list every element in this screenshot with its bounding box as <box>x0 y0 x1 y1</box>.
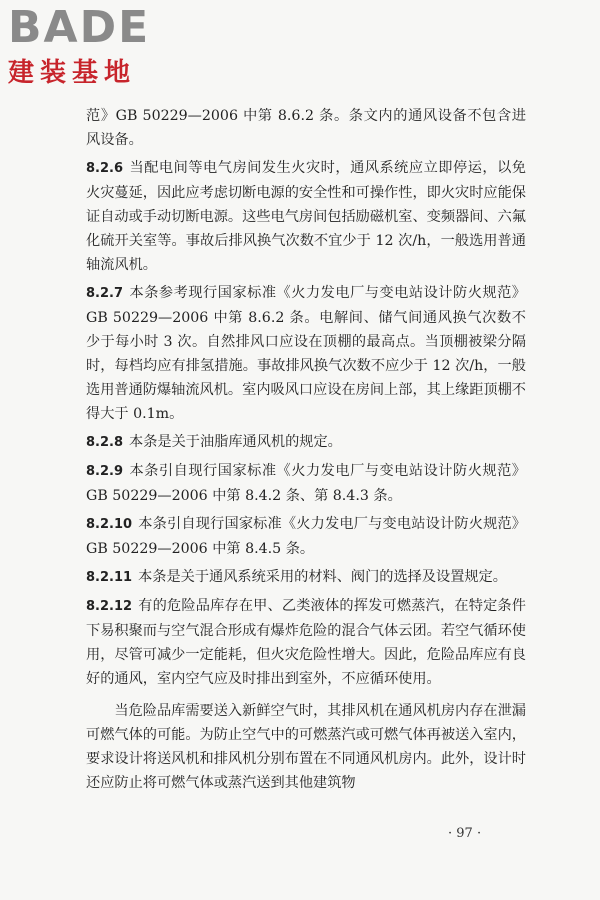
page-number: · 97 · <box>448 826 482 841</box>
clause-text: 有的危险品库存在甲、乙类液体的挥发可燃蒸汽，在特定条件下易积聚而与空气混合形成有爆炸危险的混合气体云团。若空气循环使用，尽管可减少一定能耗，但火灾危险性增大。因此，危险品库应有良好的通风，室内空气应及时排出到室外，不应循环使用。 <box>86 598 526 687</box>
clause-8-2-10 <box>86 512 526 561</box>
clause-text: 本条参考现行国家标准《火力发电厂与变电站设计防火规范》GB 50229—2006 中第 8.6.2 条。电解间、储气间通风换气次数不少于每小时 3 次。自然排风口应设在顶棚的最高点。当顶棚被梁分隔时，每档均应有排氢措施。事故排风换气次数不应少于 12 次/h，一般选用普通防爆轴流风机。室内吸风口应设在房间上部，其上缘距顶棚不得大于 0.1m。 <box>86 285 526 422</box>
clause-8-2-12 <box>86 594 526 691</box>
clause-text: 本条是关于通风系统采用的材料、阀门的选择及设置规定。 <box>138 569 507 585</box>
clause-number: 8.2.9 <box>86 464 124 479</box>
clause-text: 本条引自现行国家标准《火力发电厂与变电站设计防火规范》GB 50229—2006 中第 8.4.5 条。 <box>86 516 526 557</box>
logo-brand: BADE <box>8 2 151 53</box>
clause-number: 8.2.12 <box>86 599 133 614</box>
clause-8-2-9 <box>86 459 526 508</box>
clause-text: 当配电间等电气房间发生火灾时，通风系统应立即停运，以免火灾蔓延，因此应考虑切断电源的安全性和可操作性，即火灾时应能保证自动或手动切断电源。这些电气房间包括励磁机室、变频器间、六氟化硫开关室等。事故后排风换气次数不宜少于 12 次/h，一般选用普通轴流风机。 <box>86 160 526 273</box>
document-body <box>86 104 526 799</box>
clause-number: 8.2.8 <box>86 435 124 450</box>
clause-number: 8.2.6 <box>86 161 124 176</box>
clause-text: 本条是关于油脂库通风机的规定。 <box>129 434 342 450</box>
clause-8-2-11 <box>86 565 526 590</box>
clause-number: 8.2.7 <box>86 286 124 301</box>
clause-8-2-7 <box>86 281 526 426</box>
paragraph-continuation: 当危险品库需要送入新鲜空气时，其排风机在通风机房内存在泄漏可燃气体的可能。为防止空气中的可燃蒸汽或可燃气体再被送入室内，要求设计将送风机和排风机分别布置在不同通风机房内。此外，设计时还应防止将可燃气体或蒸汽送到其他建筑物 <box>86 703 526 791</box>
clause-8-2-6 <box>86 156 526 277</box>
logo-subtitle: 建装基地 <box>8 58 137 88</box>
clause-number: 8.2.11 <box>86 570 133 585</box>
paragraph-continued <box>86 104 526 152</box>
clause-number: 8.2.10 <box>86 517 133 532</box>
clause-8-2-8 <box>86 430 526 455</box>
clause-text: 本条引自现行国家标准《火力发电厂与变电站设计防火规范》GB 50229—2006 中第 8.4.2 条、第 8.4.3 条。 <box>86 463 526 504</box>
bade-logo <box>8 4 183 96</box>
paragraph-text: 范》GB 50229—2006 中第 8.6.2 条。条文内的通风设备不包含进风设备。 <box>86 108 526 148</box>
